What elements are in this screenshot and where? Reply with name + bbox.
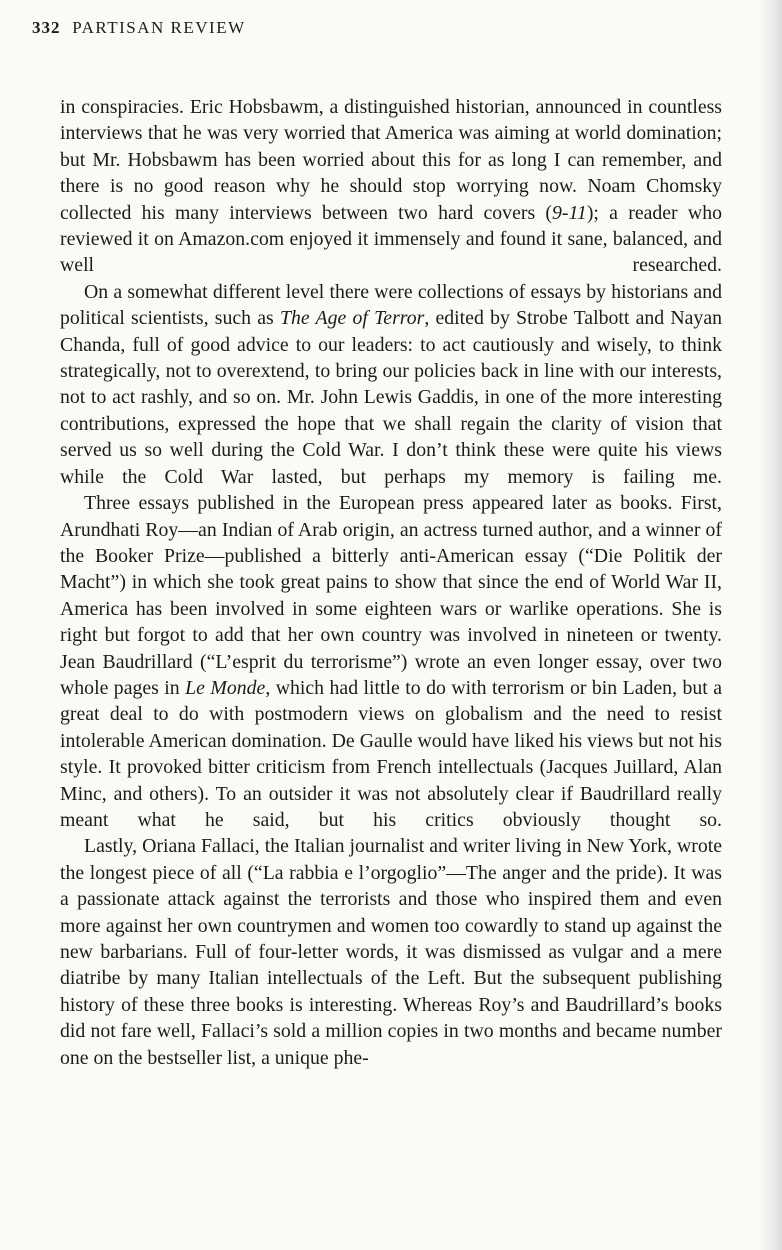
paragraph xyxy=(60,833,722,1071)
text-run: Lastly, Oriana Fallaci, the Italian journalist and writer living in New York, wrote the longest piece of all (“La rabbia e l’orgoglio”—The anger and the pride). It was a passionate attack against the terrorists and those who inspired them and even more against her own countrymen and women too cowardly to stand up against the new barbarians. Full of four-letter words, it was dismissed as vulgar and a mere diatribe by many Italian intellectuals of the Left. But the subsequent publishing history of these three books is interesting. Whereas Roy’s and Baudrillard’s books did not fare well, Fallaci’s sold a million copies in two months and became number one on the bestseller list, a unique phe- xyxy=(60,835,722,1069)
text-run: , edited by Strobe Talbott and Nayan Chanda, full of good advice to our leaders: to act cautiously and wisely, to think strategically, not to overextend, to bring our policies back in line with our interests, not to act rashly, and so on. Mr. John Lewis Gaddis, in one of the more interesting contributions, expressed the hope that we shall regain the clarity of vision that served us so well during the Cold War. I don’t think these were quite his views while the Cold War lasted, but perhaps my memory is failing me. xyxy=(60,307,722,488)
text-run: On a somewhat different level there were collections of essays by historians and political scientists, such as xyxy=(60,280,722,330)
paragraph xyxy=(60,279,722,490)
paragraph xyxy=(60,490,722,833)
page-number: 332 xyxy=(32,18,61,37)
italic-title-run: The Age of Terror xyxy=(279,307,425,330)
text-run: Three essays published in the European press appeared later as books. First, Arundhati Roy—an Indian of Arab origin, an actress turned author, and a winner of the Booker Prize—published a bitterly anti-American essay (“Die Politik der Macht”) in which she took great pains to show that since the end of World War II, America has been involved in some eighteen wars or warlike operations. She is right but forgot to add that her own country was involved in nineteen or twenty. Jean Baudrillard (“L’esprit du terrorisme”) wrote an even longer essay, over two whole pages in xyxy=(60,492,722,699)
text-run: in conspiracies. Eric Hobsbawm, a distinguished historian, announced in countless interviews that he was very worried that America was aiming at world domination; but Mr. Hobsbawm has been worried about this for as long I can remember, and there is no good reason why he should stop worrying now. Noam Chomsky collected his many interviews between two hard covers ( xyxy=(60,96,722,224)
page-edge-shadow xyxy=(758,0,782,1250)
text-run: ); a reader who reviewed it on Amazon.com enjoyed it immensely and found it sane, balanced, and well researched. xyxy=(60,201,722,277)
italic-title-run: 9-11 xyxy=(552,201,587,224)
body-text xyxy=(60,94,722,1071)
journal-title: PARTISAN REVIEW xyxy=(72,18,246,37)
paragraph xyxy=(60,94,722,279)
italic-title-run: Le Monde xyxy=(185,676,266,699)
text-run: , which had little to do with terrorism or bin Laden, but a great deal to do with postmodern views on globalism and the need to resist intolerable American domination. De Gaulle would have liked his views but not his style. It provoked bitter criticism from French intellectuals (Jacques Juillard, Alan Minc, and others). To an outsider it was not absolutely clear if Baudrillard really meant what he said, but his critics obviously thought so. xyxy=(60,676,722,831)
running-head xyxy=(32,18,246,38)
